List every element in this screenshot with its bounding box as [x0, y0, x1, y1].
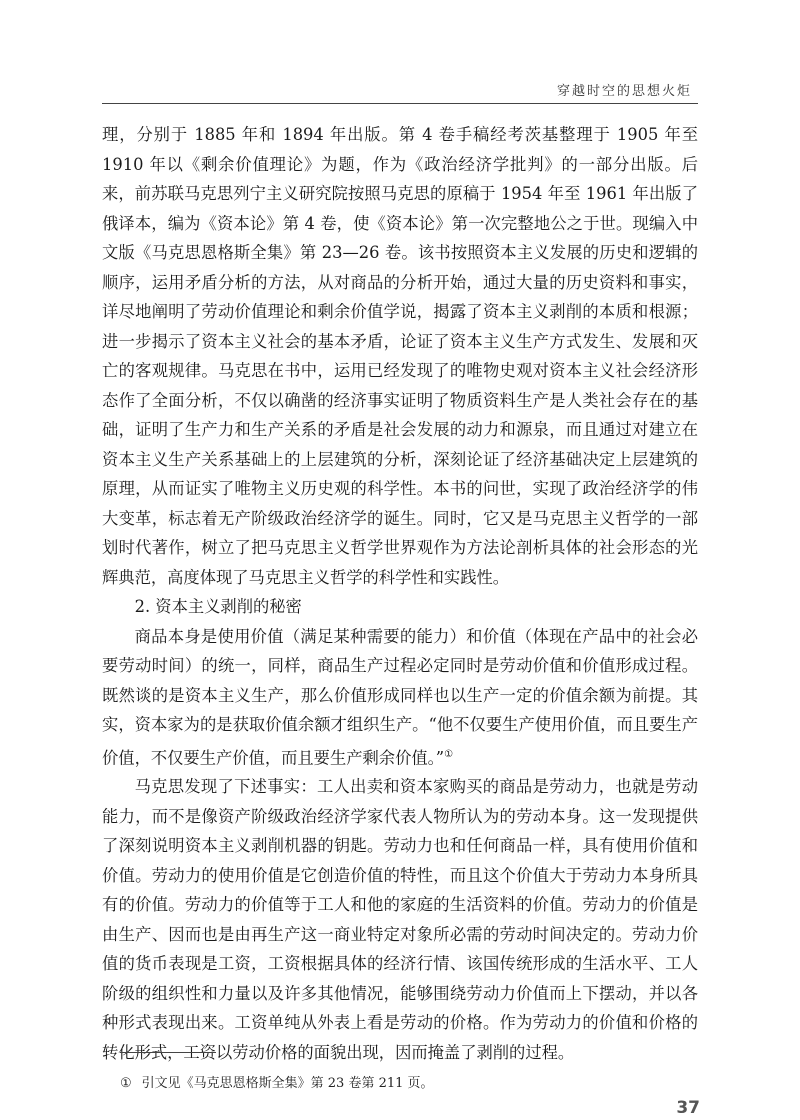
header-rule — [102, 103, 698, 104]
section-heading: 2. 资本主义剥削的秘密 — [134, 597, 302, 616]
paragraph-labor-power: 马克思发现了下述事实：工人出卖和资本家购买的商品是劳动力，也就是劳动能力，而不是像资产阶级政治经济学家代表人物所认为的劳动本身。这一发现提供了深刻说明资本主义剥削机器的钥匙。劳动力也和任何商品一样，具有使用价值和价值。劳动力的使用价值是它创造价值的特性，而且这个价值大于劳动力本身所具有的价值。劳动力的价值等于工人和他的家庭的生活资料的价值。劳动力的价值是由生产、因而也是由再生产这一商业特定对象所必需的劳动时间决定的。劳动力价值的货币表现是工资，工资根据具体的经济行情、该国传统形成的生活水平、工人阶级的组织性和力量以及许多其他情况，能够围绕劳动力价值而上下摆动，并以各种形式表现出来。工资单纯从外表上看是劳动的价格。作为劳动力的价值和价格的转化形式，工资以劳动价格的面貌出现，因而掩盖了剥削的过程。 — [102, 777, 698, 1062]
footnote-text: 引文见《马克思恩格斯全集》第 23 卷第 211 页。 — [141, 1076, 434, 1091]
paragraph-commodity-text: 商品本身是使用价值（满足某种需要的能力）和价值（体现在产品中的社会必要劳动时间）的统一，同样，商品生产过程必定同时是劳动价值和价值形成过程。既然谈的是资本主义生产，那么价值形成同样也以生产一定的价值余额为前提。其实，资本家为的是获取价值余额才组织生产。“他不仅要生产使用价值，而且要生产价值，不仅要生产价值，而且要生产剩余价值。” — [102, 626, 698, 767]
footnote-reference[interactable]: ① — [444, 748, 454, 760]
footnote — [120, 1072, 434, 1091]
footnote-mark: ① — [120, 1076, 132, 1091]
paragraph-capital-publication: 理，分别于 1885 年和 1894 年出版。第 4 卷手稿经考茨基整理于 1905 年至 1910 年以《剩余价值理论》为题，作为《政治经济学批判》的一部分出版。后来，前苏联马克思列宁主义研究院按照马克思的原稿于 1954 年至 1961 年出版了俄译本，编为《资本论》第 4 卷，使《资本论》第一次完整地公之于世。现编入中文版《马克思恩格斯全集》第 23—26 卷。该书按照资本主义发展的历史和逻辑的顺序，运用矛盾分析的方法，从对商品的分析开始，通过大量的历史资料和事实，详尽地阐明了劳动价值理论和剩余价值学说，揭露了资本主义剥削的本质和根源；进一步揭示了资本主义社会的基本矛盾，论证了资本主义生产方式发生、发展和灭亡的客观规律。马克思在书中，运用已经发现了的唯物史观对资本主义社会经济形态作了全面分析，不仅以确凿的经济事实证明了物质资料生产是人类社会存在的基础，证明了生产力和生产关系的矛盾是社会发展的动力和源泉，而且通过对建立在资本主义生产关系基础上的上层建筑的分析，深刻论证了经济基础决定上层建筑的原理，从而证实了唯物主义历史观的科学性。本书的问世，实现了政治经济学的伟大变革，标志着无产阶级政治经济学的诞生。同时，它又是马克思主义哲学的一部划时代著作，树立了把马克思主义哲学世界观作为方法论剖析具体的社会形态的光辉典范，高度体现了马克思主义哲学的科学性和实践性。 — [102, 125, 698, 587]
body-text — [102, 120, 698, 1067]
running-header-title: 穿越时空的思想火炬 — [556, 84, 692, 99]
paragraph-commodity — [102, 622, 698, 773]
page-number: 37 — [676, 1098, 700, 1118]
footnote-rule — [120, 1052, 216, 1053]
